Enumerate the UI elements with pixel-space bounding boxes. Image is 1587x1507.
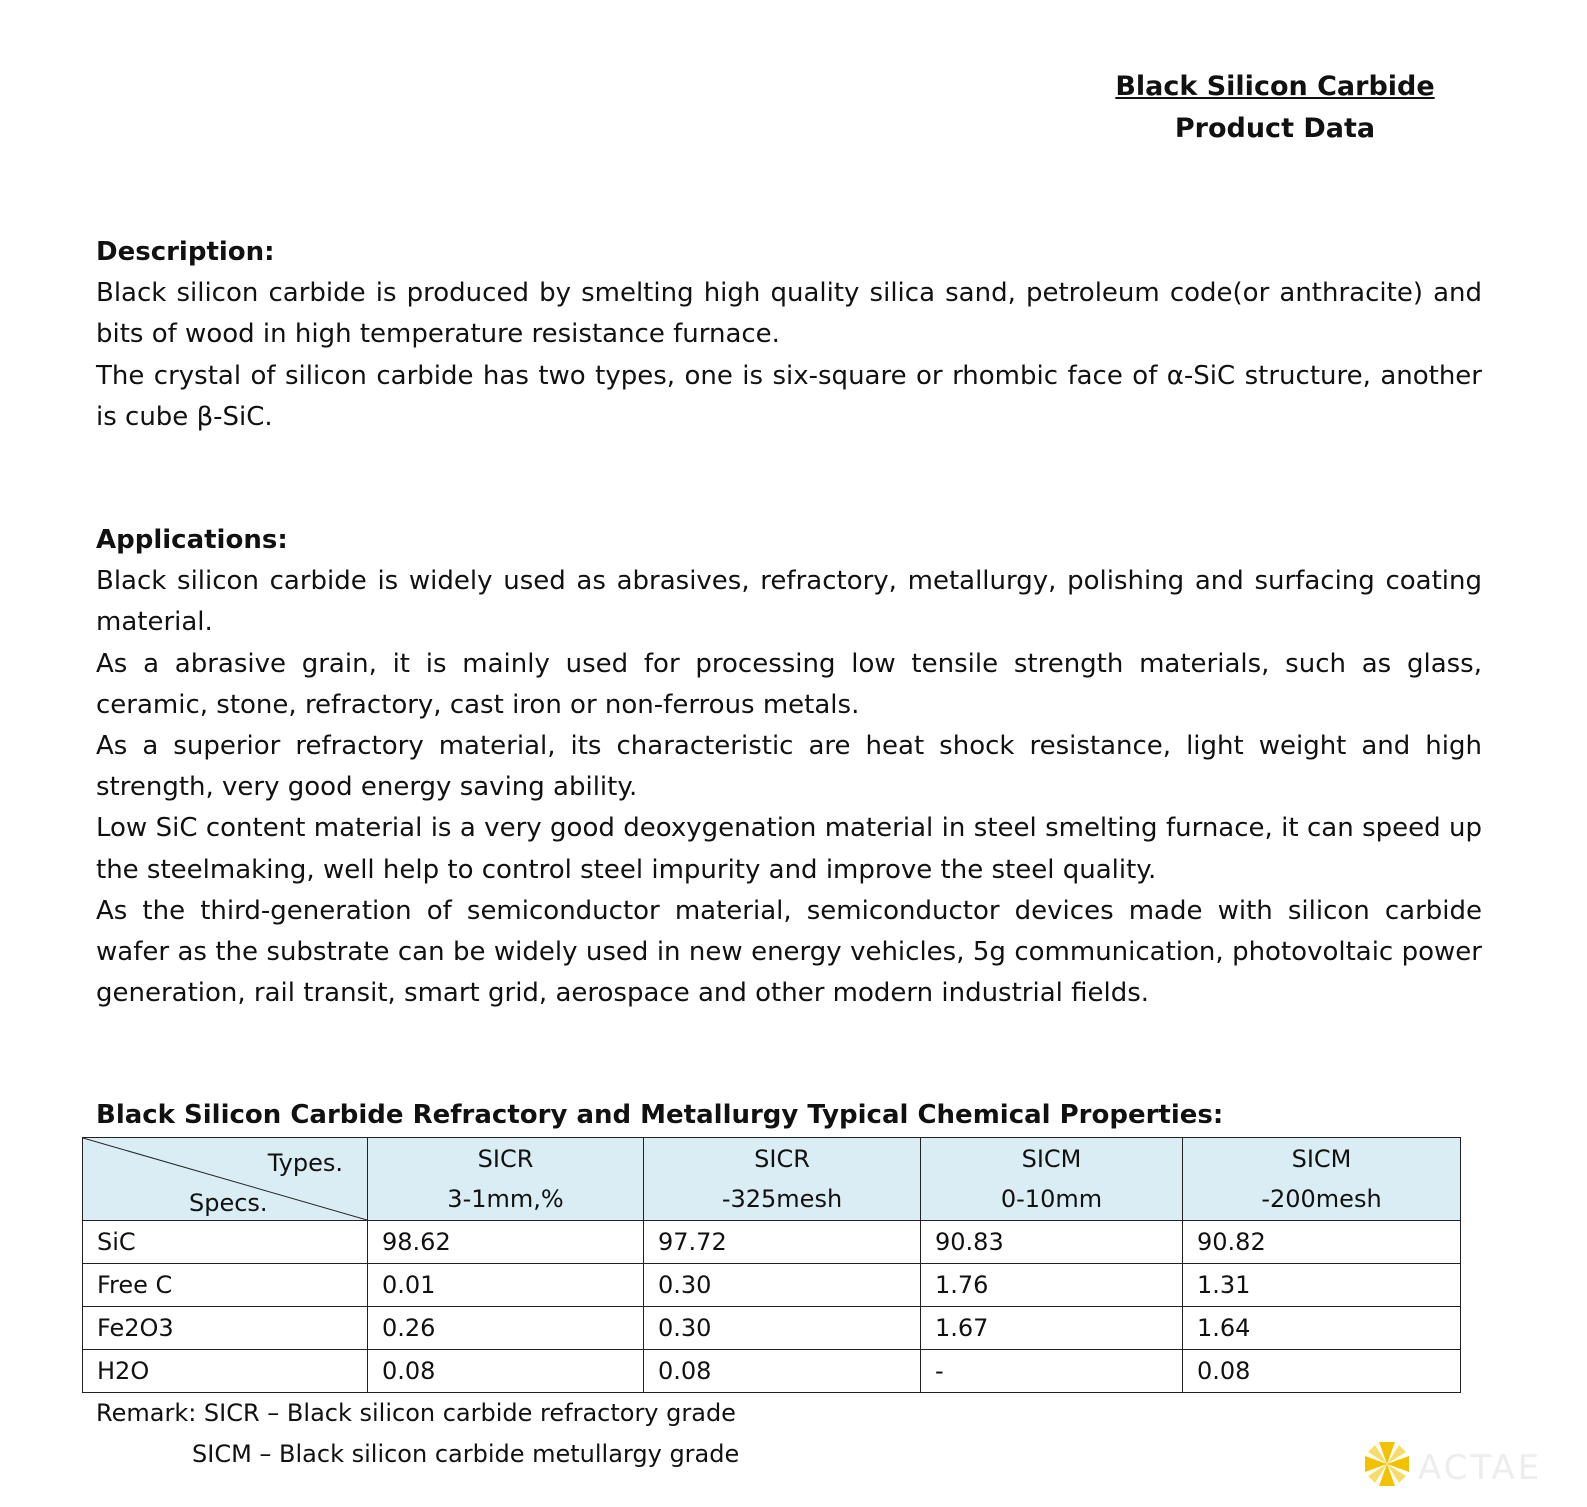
chemical-properties-table	[82, 1137, 1461, 1393]
table-cell: 1.31	[1183, 1264, 1461, 1307]
watermark-logo-icon	[1362, 1439, 1412, 1489]
table-header-row	[83, 1138, 1461, 1221]
description-paragraph: The crystal of silicon carbide has two types, one is six-square or rhombic face of α-SiC structure, another is cube β-SiC.	[96, 360, 1482, 432]
table-cell: -	[921, 1350, 1183, 1393]
table-row	[83, 1350, 1461, 1393]
table-cell: 0.01	[368, 1264, 644, 1307]
column-name: SICR	[477, 1145, 534, 1173]
applications-paragraph: As the third-generation of semiconductor material, semiconductor devices made with silicon carbide wafer as the substrate can be widely used in new energy vehicles, 5g communication, photovoltaic power generation, rail transit, smart grid, aerospace and other modern industrial fields.	[96, 895, 1482, 1009]
column-spec: -325mesh	[721, 1185, 843, 1213]
column-spec: -200mesh	[1261, 1185, 1382, 1213]
table-cell: 0.08	[368, 1350, 644, 1393]
remark	[96, 1393, 739, 1475]
table-cell: 90.82	[1183, 1221, 1461, 1264]
watermark-text: ACTAE	[1418, 1448, 1543, 1488]
row-label: Fe2O3	[83, 1307, 368, 1350]
remark-line: SICM – Black silicon carbide metullargy grade	[192, 1440, 740, 1468]
specs-label: Specs.	[189, 1189, 268, 1217]
description-paragraph: Black silicon carbide is produced by smelting high quality silica sand, petroleum code(or anthracite) and bits of wood in high temperature resistance furnace.	[96, 278, 1482, 350]
applications-paragraph: As a abrasive grain, it is mainly used for processing low tensile strength materials, such as glass, ceramic, stone, refractory, cast iron or non-ferrous metals.	[96, 648, 1482, 720]
table-cell: 1.76	[921, 1264, 1183, 1307]
column-header	[921, 1138, 1183, 1221]
remark-line: Remark: SICR – Black silicon carbide refractory grade	[96, 1399, 736, 1427]
description-heading: Description:	[96, 237, 275, 267]
applications-paragraph: As a superior refractory material, its characteristic are heat shock resistance, light weight and high strength, very good energy saving ability.	[96, 731, 1482, 803]
row-label: SiC	[83, 1221, 368, 1264]
table-cell: 1.67	[921, 1307, 1183, 1350]
applications-paragraph: Black silicon carbide is widely used as abrasives, refractory, metallurgy, polishing and surfacing coating material.	[96, 566, 1482, 638]
column-name: SICM	[1021, 1145, 1082, 1173]
applications-heading: Applications:	[96, 525, 288, 555]
applications-section	[96, 520, 1482, 1014]
table-cell: 0.08	[644, 1350, 921, 1393]
table-cell: 0.26	[368, 1307, 644, 1350]
applications-paragraph: Low SiC content material is a very good deoxygenation material in steel smelting furnace, it can speed up the steelmaking, well help to control steel impurity and improve the steel quality.	[96, 813, 1482, 885]
description-section	[96, 232, 1482, 438]
types-label: Types.	[267, 1149, 343, 1177]
table-row	[83, 1221, 1461, 1264]
column-name: SICM	[1291, 1145, 1352, 1173]
table-cell: 90.83	[921, 1221, 1183, 1264]
document-subtitle: Product Data	[1174, 113, 1376, 144]
row-label: H2O	[83, 1350, 368, 1393]
table-cell: 0.08	[1183, 1350, 1461, 1393]
table-cell: 0.30	[644, 1307, 921, 1350]
table-cell: 1.64	[1183, 1307, 1461, 1350]
column-header	[644, 1138, 921, 1221]
column-name: SICR	[754, 1145, 810, 1173]
column-spec: 0-10mm	[1000, 1185, 1103, 1213]
table-cell: 0.30	[644, 1264, 921, 1307]
document-title: Black Silicon Carbide	[1115, 71, 1435, 102]
row-label: Free C	[83, 1264, 368, 1307]
column-header	[368, 1138, 644, 1221]
table-cell: 98.62	[368, 1221, 644, 1264]
corner-header-cell	[83, 1138, 368, 1221]
column-header	[1183, 1138, 1461, 1221]
table-row	[83, 1264, 1461, 1307]
title-block	[1110, 66, 1440, 150]
column-spec: 3-1mm,%	[447, 1185, 564, 1213]
table-title: Black Silicon Carbide Refractory and Metallurgy Typical Chemical Properties:	[96, 1100, 1224, 1130]
table-cell: 97.72	[644, 1221, 921, 1264]
table-row	[83, 1307, 1461, 1350]
